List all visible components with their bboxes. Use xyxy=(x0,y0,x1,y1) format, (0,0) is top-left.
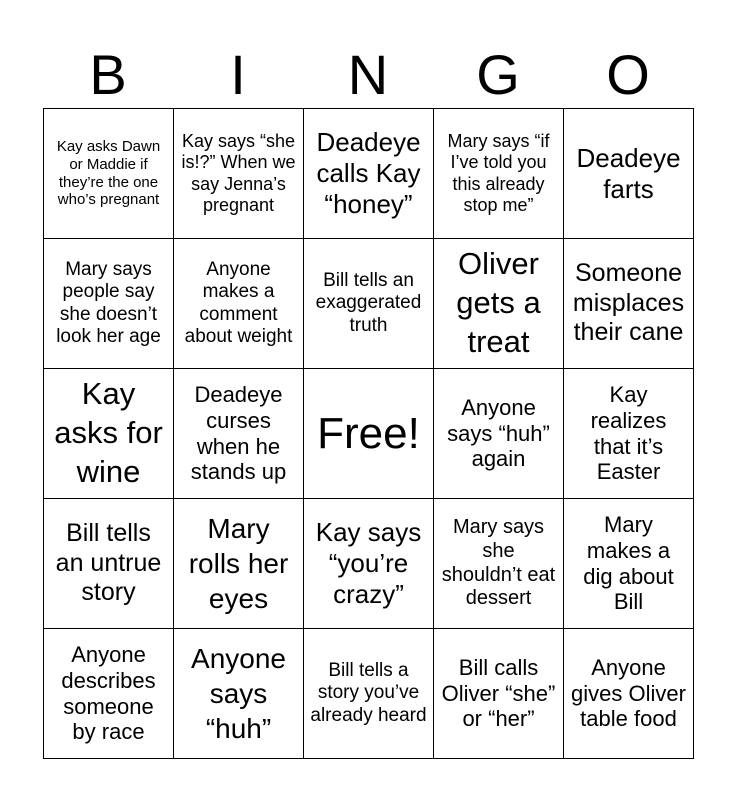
bingo-cell-r5c1[interactable] xyxy=(44,629,174,759)
cell-text: Anyone makes a comment about weight xyxy=(184,258,293,347)
bingo-cell-r1c2[interactable] xyxy=(174,109,304,239)
bingo-cell-r1c4[interactable] xyxy=(434,109,564,239)
bingo-cell-free-space[interactable] xyxy=(304,369,434,499)
free-space-text: Free! xyxy=(317,408,420,458)
cell-text: Bill calls Oliver “she” or “her” xyxy=(441,654,556,732)
cell-text: Anyone says “huh” xyxy=(191,643,286,744)
bingo-cell-r5c4[interactable] xyxy=(434,629,564,759)
cell-text: Mary rolls her eyes xyxy=(188,513,289,614)
cell-text: Anyone describes someone by race xyxy=(61,641,156,745)
cell-text: Mary makes a dig about Bill xyxy=(583,511,674,615)
bingo-cell-r4c1[interactable] xyxy=(44,499,174,629)
bingo-cell-r2c2[interactable] xyxy=(174,239,304,369)
cell-text: Mary says “if I’ve told you this already stop me” xyxy=(447,131,550,215)
bingo-cell-r5c3[interactable] xyxy=(304,629,434,759)
cell-text: Mary says she shouldn’t eat dessert xyxy=(441,516,556,610)
bingo-cell-r2c1[interactable] xyxy=(44,239,174,369)
bingo-cell-r1c3[interactable] xyxy=(304,109,434,239)
bingo-card-grid xyxy=(43,108,694,759)
bingo-cell-r4c5[interactable] xyxy=(564,499,694,629)
header-letter-n: N xyxy=(347,43,389,106)
cell-text: Anyone gives Oliver table food xyxy=(571,654,686,732)
cell-text: Bill tells a story you’ve already heard xyxy=(310,659,427,726)
cell-text: Deadeye curses when he stands up xyxy=(190,381,287,485)
bingo-cell-r2c4[interactable] xyxy=(434,239,564,369)
cell-text: Mary says people say she doesn’t look her age xyxy=(56,258,161,347)
cell-text: Kay says “she is!?” When we say Jenna’s pregnant xyxy=(181,131,296,215)
header-letter-o: O xyxy=(606,43,650,106)
cell-text: Kay realizes that it’s Easter xyxy=(590,381,667,485)
cell-text: Anyone says “huh” again xyxy=(447,394,550,472)
header-letter-i: I xyxy=(230,43,246,106)
bingo-cell-r3c2[interactable] xyxy=(174,369,304,499)
cell-text: Kay says “you’re crazy” xyxy=(315,517,422,609)
bingo-cell-r5c5[interactable] xyxy=(564,629,694,759)
bingo-cell-r3c5[interactable] xyxy=(564,369,694,499)
bingo-cell-r1c1[interactable] xyxy=(44,109,174,239)
bingo-cell-r4c4[interactable] xyxy=(434,499,564,629)
cell-text: Kay asks Dawn or Maddie if they’re the one who’s pregnant xyxy=(56,138,161,209)
header-letter-g: G xyxy=(476,43,520,106)
bingo-header xyxy=(43,42,693,108)
bingo-cell-r4c3[interactable] xyxy=(304,499,434,629)
cell-text: Bill tells an untrue story xyxy=(55,519,162,607)
bingo-cell-r3c1[interactable] xyxy=(44,369,174,499)
cell-text: Deadeye farts xyxy=(576,142,681,204)
cell-text: Deadeye calls Kay “honey” xyxy=(316,127,421,219)
bingo-cell-r1c5[interactable] xyxy=(564,109,694,239)
header-letter-b: B xyxy=(89,43,127,106)
bingo-cell-r2c3[interactable] xyxy=(304,239,434,369)
bingo-cell-r4c2[interactable] xyxy=(174,499,304,629)
bingo-cell-r5c2[interactable] xyxy=(174,629,304,759)
cell-text: Someone misplaces their cane xyxy=(572,259,685,347)
bingo-cell-r3c4[interactable] xyxy=(434,369,564,499)
cell-text: Oliver gets a treat xyxy=(456,246,541,359)
cell-text: Bill tells an exaggerated truth xyxy=(315,269,422,336)
bingo-cell-r2c5[interactable] xyxy=(564,239,694,369)
cell-text: Kay asks for wine xyxy=(54,376,163,489)
